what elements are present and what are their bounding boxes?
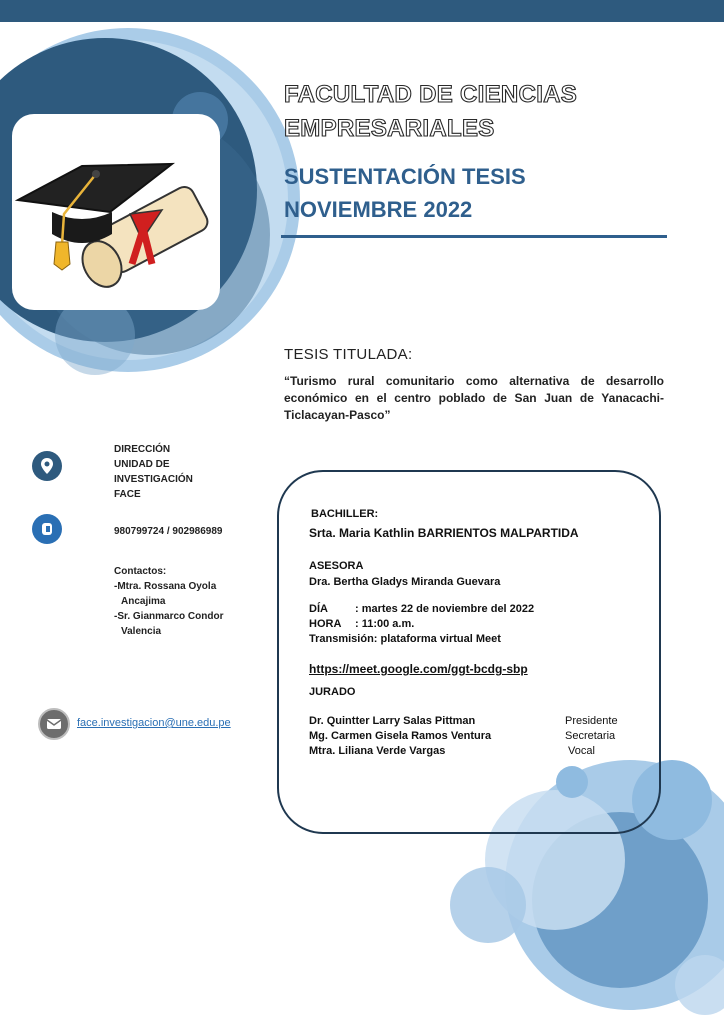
email-link[interactable]: face.investigacion@une.edu.pe xyxy=(77,717,231,729)
event-title-line: SUSTENTACIÓN TESIS xyxy=(284,164,526,189)
bachiller-label: BACHILLER: xyxy=(311,508,379,520)
event-title xyxy=(284,160,684,226)
contact-line: -Sr. Gianmarco Condor xyxy=(114,611,224,622)
asesora-label: ASESORA xyxy=(309,560,364,572)
jury-role: Vocal xyxy=(568,745,595,757)
faculty-title-line: FACULTAD DE CIENCIAS xyxy=(284,81,578,108)
contact-line: Valencia xyxy=(121,626,162,637)
date-value: : martes 22 de noviembre del 2022 xyxy=(355,603,535,615)
jury-role: Presidente xyxy=(565,715,618,727)
faculty-title-line: EMPRESARIALES xyxy=(284,115,495,142)
contact-line: -Mtra. Rossana Oyola xyxy=(114,581,217,592)
meet-link[interactable]: https://meet.google.com/ggt-bcdg-sbp xyxy=(309,662,528,676)
address-block xyxy=(114,442,193,502)
details-card xyxy=(277,470,661,834)
jury-name: Mtra. Liliana Verde Vargas xyxy=(309,745,446,757)
address-line: INVESTIGACIÓN xyxy=(114,474,193,485)
title-divider xyxy=(281,235,667,238)
thesis-title: “Turismo rural comunitario como alternativa de desarrollo económico en el centro poblado de San Juan de Yanacachi-Ticlacayan-Pasco” xyxy=(284,374,664,422)
mail-icon xyxy=(38,708,70,740)
transmission-row: Transmisión: plataforma virtual Meet xyxy=(309,633,501,645)
jury-member xyxy=(309,745,649,757)
time-row xyxy=(309,618,414,630)
asesora-name: Dra. Bertha Gladys Miranda Guevara xyxy=(309,576,501,588)
event-title-line: NOVIEMBRE 2022 xyxy=(284,197,473,222)
time-label: HORA xyxy=(309,618,342,630)
phone-numbers: 980799724 / 902986989 xyxy=(114,526,223,537)
contacts-block xyxy=(114,564,223,639)
bachiller-name: Srta. Maria Kathlin BARRIENTOS MALPARTIDA xyxy=(309,526,579,540)
location-pin-icon xyxy=(32,451,62,481)
date-row xyxy=(309,603,534,615)
jury-name: Mg. Carmen Gisela Ramos Ventura xyxy=(309,730,492,742)
thesis-label: TESIS TITULADA: xyxy=(284,346,413,363)
jury-member xyxy=(309,730,649,742)
address-line: DIRECCIÓN xyxy=(114,444,171,455)
date-label: DÍA xyxy=(309,603,328,615)
jury-name: Dr. Quintter Larry Salas Pittman xyxy=(309,715,476,727)
jurado-label: JURADO xyxy=(309,686,356,698)
time-value: : 11:00 a.m. xyxy=(355,618,415,630)
phone-icon xyxy=(32,514,62,544)
jury-role: Secretaria xyxy=(565,730,616,742)
graduation-image xyxy=(12,114,220,310)
contact-line: Ancajima xyxy=(121,596,166,607)
jury-member xyxy=(309,715,649,727)
contacts-label: Contactos: xyxy=(114,566,167,577)
address-line: FACE xyxy=(114,489,141,500)
faculty-title xyxy=(284,78,684,146)
address-line: UNIDAD DE xyxy=(114,459,170,470)
